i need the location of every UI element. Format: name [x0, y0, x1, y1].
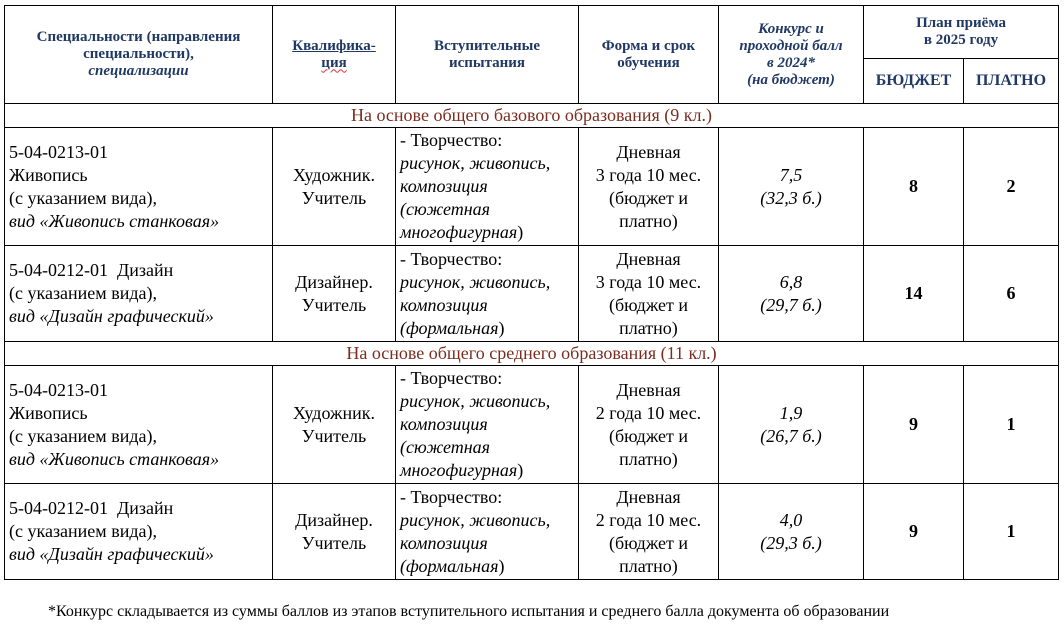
- section-row: [5, 342, 1059, 366]
- contest-cell: 1,9 (26,7 б.): [719, 366, 864, 484]
- specialty-cell: 5-04-0212-01 Дизайн (с указанием вида), вид «Дизайн графический»: [5, 246, 273, 342]
- form-cell: Дневная 2 года 10 мес. (бюджет и платно): [579, 484, 719, 580]
- form-cell: Дневная 2 года 10 мес. (бюджет и платно): [579, 366, 719, 484]
- specialty-cell: 5-04-0213-01 Живопись (с указанием вида), вид «Живопись станковая»: [5, 366, 273, 484]
- budget-cell: 8: [864, 128, 964, 246]
- contest-cell: 6,8 (29,7 б.): [719, 246, 864, 342]
- specialty-cell: 5-04-0212-01 Дизайн (с указанием вида), вид «Дизайн графический»: [5, 484, 273, 580]
- header-contest: Конкурс и проходной балл в 2024* (на бюджет): [719, 6, 864, 104]
- exam-cell: - Творчество: рисунок, живопись, композиция (сюжетная многофигурная): [396, 366, 579, 484]
- paid-cell: 6: [964, 246, 1059, 342]
- footnote: *Конкурс складывается из суммы баллов из этапов вступительного испытания и среднего балла документа об образовании: [48, 603, 890, 620]
- table-row: [5, 366, 1059, 484]
- admission-table: [4, 5, 1059, 580]
- section-title: На основе общего среднего образования (11 кл.): [5, 342, 1059, 366]
- table-row: [5, 484, 1059, 580]
- qualification-cell: Дизайнер. Учитель: [273, 484, 396, 580]
- exam-cell: - Творчество: рисунок, живопись, композиция (формальная): [396, 484, 579, 580]
- header-qualification: Квалифика- ция: [273, 6, 396, 104]
- contest-cell: 7,5 (32,3 б.): [719, 128, 864, 246]
- paid-cell: 1: [964, 366, 1059, 484]
- header-plan: План приёма в 2025 году: [864, 6, 1059, 59]
- section-title: На основе общего базового образования (9 кл.): [5, 104, 1059, 128]
- qualification-cell: Художник. Учитель: [273, 128, 396, 246]
- header-exams: Вступительные испытания: [396, 6, 579, 104]
- form-cell: Дневная 3 года 10 мес. (бюджет и платно): [579, 246, 719, 342]
- qualification-cell: Художник. Учитель: [273, 366, 396, 484]
- qualification-cell: Дизайнер. Учитель: [273, 246, 396, 342]
- contest-cell: 4,0 (29,3 б.): [719, 484, 864, 580]
- paid-cell: 1: [964, 484, 1059, 580]
- section-row: [5, 104, 1059, 128]
- budget-cell: 14: [864, 246, 964, 342]
- header-form: Форма и срок обучения: [579, 6, 719, 104]
- table-row: [5, 128, 1059, 246]
- specialty-cell: 5-04-0213-01 Живопись (с указанием вида), вид «Живопись станковая»: [5, 128, 273, 246]
- exam-cell: - Творчество: рисунок, живопись, композиция (формальная): [396, 246, 579, 342]
- form-cell: Дневная 3 года 10 мес. (бюджет и платно): [579, 128, 719, 246]
- budget-cell: 9: [864, 366, 964, 484]
- header-specialty: Специальности (направления специальности), специализации: [5, 6, 273, 104]
- table-row: [5, 246, 1059, 342]
- header-paid: ПЛАТНО: [964, 59, 1059, 104]
- budget-cell: 9: [864, 484, 964, 580]
- exam-cell: - Творчество: рисунок, живопись, композиция (сюжетная многофигурная): [396, 128, 579, 246]
- header-budget: БЮДЖЕТ: [864, 59, 964, 104]
- header-row: [5, 6, 1059, 59]
- paid-cell: 2: [964, 128, 1059, 246]
